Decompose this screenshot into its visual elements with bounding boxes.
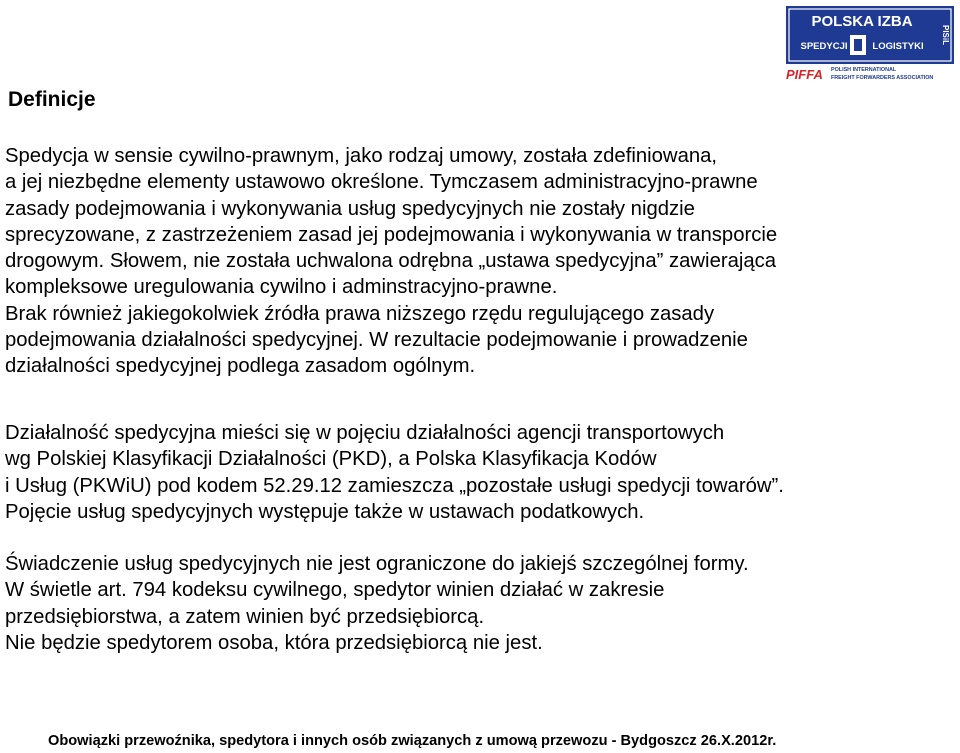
paragraph-classification: [5, 420, 784, 525]
piffa-logo-graphic: [784, 4, 956, 82]
logo-emblem-inner: [854, 39, 862, 51]
text-line: Nie będzie spedytorem osoba, która przedsiębiorcą nie jest.: [5, 631, 543, 654]
logo-sub1: POLISH INTERNATIONAL: [831, 67, 897, 73]
text-line: sprecyzowane, z zastrzeżeniem zasad jej podejmowania i wykonywania w transporcie: [5, 223, 778, 246]
text-line: podejmowania działalności spedycyjnej. W rezultacie podejmowanie i prowadzenie: [5, 329, 748, 352]
text-line: Brak również jakiegokolwiek źródła prawa niższego rzędu regulującego zasady: [5, 302, 715, 325]
slide-title: Definicje: [8, 88, 96, 111]
text-line: i Usług (PKWiU) pod kodem 52.29.12 zamieszcza „pozostałe usługi spedycji towarów”.: [5, 474, 784, 497]
logo-sub2: FREIGHT FORWARDERS ASSOCIATION: [831, 75, 934, 81]
text-line: zasady podejmowania i wykonywania usług spedycyjnych nie zostały nigdzie: [5, 197, 695, 220]
text-line: przedsiębiorstwa, a zatem winien być przedsiębiorcą.: [5, 605, 485, 628]
paragraph-services: [5, 551, 749, 656]
text-line: a jej niezbędne elementy ustawowo określone. Tymczasem administracyjno-prawne: [5, 171, 758, 194]
paragraph-definition: [5, 143, 777, 380]
logo-acronym: PIFFA: [786, 67, 823, 82]
text-line: Pojęcie usług spedycyjnych występuje także w ustawach podatkowych.: [5, 500, 645, 523]
text-line: działalności spedycyjnej podlega zasadom ogólnym.: [5, 355, 476, 378]
logo-line1: POLSKA IZBA: [811, 13, 913, 30]
text-line: wg Polskiej Klasyfikacji Działalności (PKD), a Polska Klasyfikacja Kodów: [5, 448, 657, 471]
text-line: Spedycja w sensie cywilno-prawnym, jako rodzaj umowy, została zdefiniowana,: [5, 145, 718, 167]
footer-caption: Obowiązki przewoźnika, spedytora i innych osób związanych z umową przewozu - Bydgoszcz 26.X.2012r.: [48, 733, 777, 749]
piffa-logo: [784, 4, 956, 82]
text-line: Świadczenie usług spedycyjnych nie jest ograniczone do jakiejś szczególnej formy.: [5, 553, 749, 575]
logo-line2-right: LOGISTYKI: [872, 41, 924, 52]
text-line: Działalność spedycyjna mieści się w pojęciu działalności agencji transportowych: [5, 422, 725, 444]
text-line: drogowym. Słowem, nie została uchwalona odrębna „ustawa spedycyjna” zawierająca: [5, 250, 777, 273]
text-line: W świetle art. 794 kodeksu cywilnego, spedytor winien działać w zakresie: [5, 579, 665, 602]
text-line: kompleksowe uregulowania cywilno i adminstracyjno-prawne.: [5, 276, 558, 299]
logo-vertical-text: PISiL: [941, 24, 950, 46]
logo-line2-left: SPEDYCJI: [800, 41, 848, 52]
